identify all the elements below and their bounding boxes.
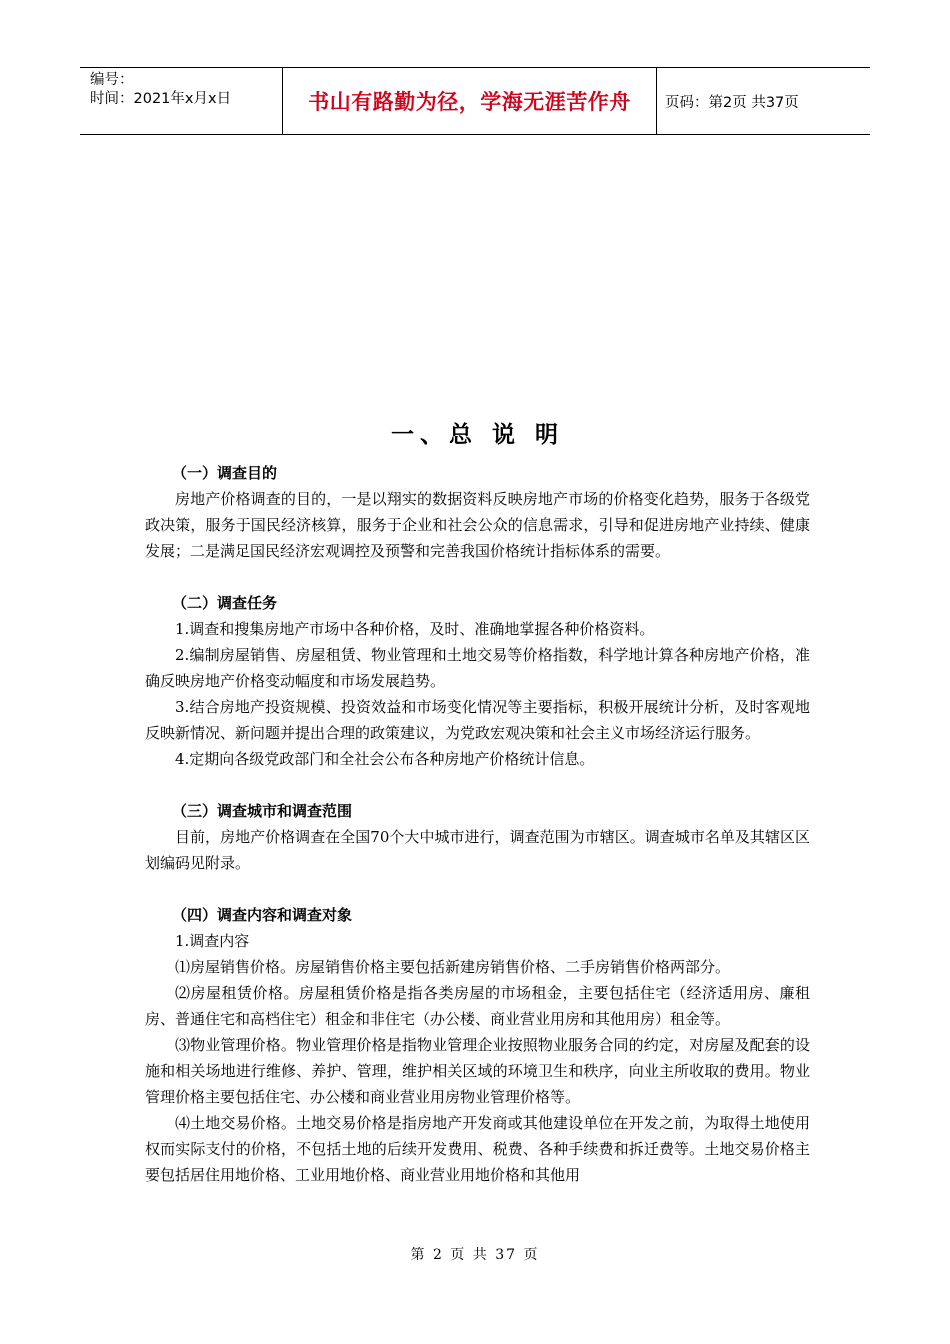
paragraph: 1.调查内容 (175, 932, 250, 950)
document-body (145, 418, 810, 1188)
header-meta (80, 68, 282, 134)
page-title: 一、总 说 明 (390, 422, 564, 448)
paragraph: 4.定期向各级党政部门和全社会公布各种房地产价格统计信息。 (175, 750, 595, 768)
section-tasks (145, 590, 810, 772)
paragraph: 1.调查和搜集房地产市场中各种价格，及时、准确地掌握各种价格资料。 (175, 620, 655, 638)
number-label: 编号： (90, 72, 134, 88)
paragraph: ⑷土地交易价格。土地交易价格是指房地产开发商或其他建设单位在开发之前，为取得土地使用权而实际支付的价格，不包括土地的后续开发费用、税费、各种手续费和拆迁费等。土地交易价格主要包括居住用地价格、工业用地价格、商业营业用地价格和其他用 (145, 1114, 810, 1184)
section-heading: （二）调查任务 (172, 594, 278, 612)
section-content (145, 902, 810, 1188)
paragraph: ⑶物业管理价格。物业管理价格是指物业管理企业按照物业服务合同的约定，对房屋及配套的设施和相关场地进行维修、养护、管理，维护相关区域的环境卫生和秩序，向业主所收取的费用。物业管理价格主要包括住宅、办公楼和商业营业用房物业管理价格等。 (145, 1036, 810, 1106)
section-heading: （一）调查目的 (172, 464, 278, 482)
date-label: 时间：2021年x月x日 (90, 91, 232, 107)
paragraph: ⑴房屋销售价格。房屋销售价格主要包括新建房销售价格、二手房销售价格两部分。 (175, 958, 731, 976)
page-header (80, 67, 870, 135)
header-page-info: 页码：第2页 共37页 (665, 94, 799, 111)
paragraph: 目前，房地产价格调查在全国70个大中城市进行，调查范围为市辖区。调查城市名单及其辖区区划编码见附录。 (145, 828, 810, 872)
page-footer: 第 2 页 共 37 页 (410, 1247, 540, 1263)
section-heading: （四）调查内容和调查对象 (172, 906, 353, 924)
paragraph: 2.编制房屋销售、房屋租赁、物业管理和土地交易等价格指数，科学地计算各种房地产价格，准确反映房地产价格变动幅度和市场发展趋势。 (145, 646, 810, 690)
section-scope (145, 798, 810, 876)
section-purpose (145, 460, 810, 564)
section-heading: （三）调查城市和调查范围 (172, 802, 353, 820)
paragraph: 房地产价格调查的目的，一是以翔实的数据资料反映房地产市场的价格变化趋势，服务于各级党政决策，服务于国民经济核算，服务于企业和社会公众的信息需求，引导和促进房地产业持续、健康发展；二是满足国民经济宏观调控及预警和完善我国价格统计指标体系的需要。 (145, 490, 810, 560)
paragraph: 3.结合房地产投资规模、投资效益和市场变化情况等主要指标，积极开展统计分析，及时客观地反映新情况、新问题并提出合理的政策建议，为党政宏观决策和社会主义市场经济运行服务。 (145, 698, 810, 742)
paragraph: ⑵房屋租赁价格。房屋租赁价格是指各类房屋的市场租金，主要包括住宅（经济适用房、廉租房、普通住宅和高档住宅）租金和非住宅（办公楼、商业营业用房和其他用房）租金等。 (145, 984, 810, 1028)
header-slogan: 书山有路勤为径，学海无涯苦作舟 (282, 68, 657, 134)
